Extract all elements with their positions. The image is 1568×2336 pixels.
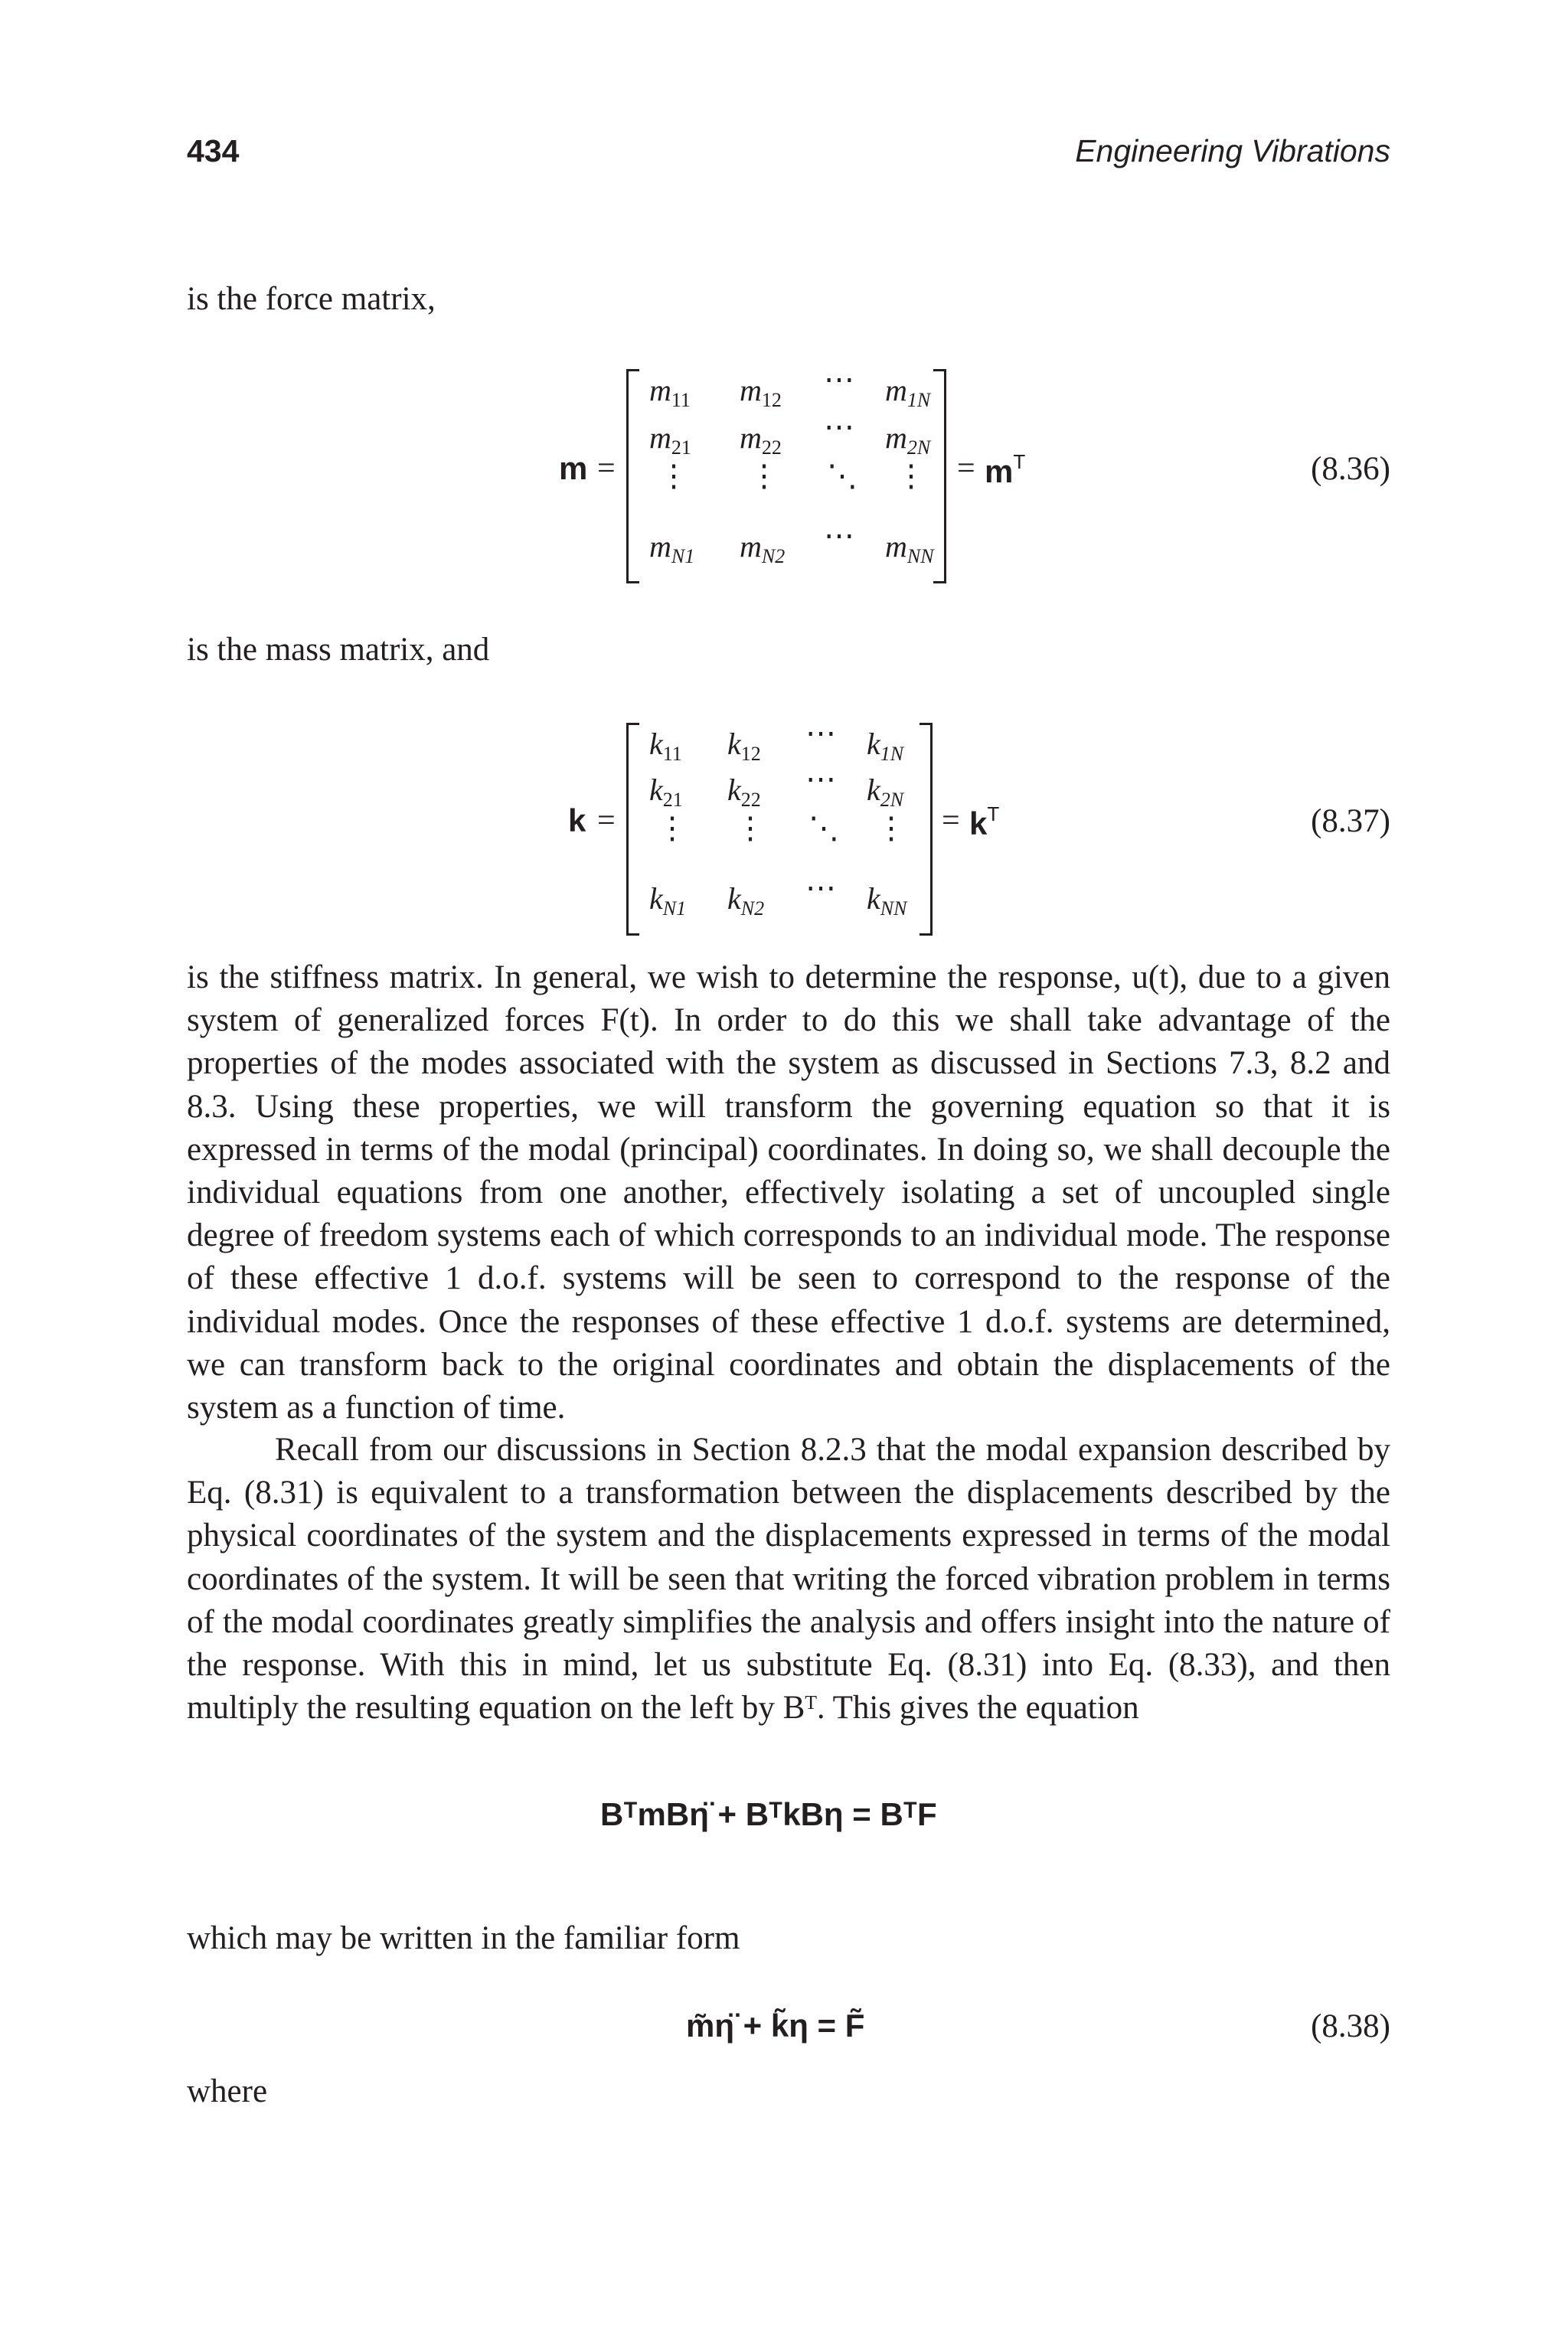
vdots: ⋮ [658,459,689,493]
matrix-cell: $m_{11}$ [649,373,691,411]
mass-matrix-line: is the mass matrix, and [187,632,490,668]
matrix-cell: $m_{N1}$ [649,529,695,567]
running-title: Engineering Vibrations [1075,133,1390,168]
page-number: 434 [187,133,240,168]
matrix-cell: $k_{N1}$ [649,881,687,920]
hdots: ⋯ [824,362,854,397]
hdots: ⋯ [805,716,836,750]
left-bracket [626,369,639,583]
matrix-cell: $k_{11}$ [649,727,682,765]
mass-matrix [626,362,946,579]
matrix-cell: $m_{12}$ [740,373,782,411]
matrix-cell: $k_{2N}$ [867,773,904,811]
hdots: ⋯ [805,871,836,905]
vdots: ⋮ [735,811,766,845]
matrix-cell: $k_{N2}$ [727,881,765,920]
eq836-equals-left: = [597,451,616,486]
where-line: where [187,2073,268,2109]
eq836-rhs: $m^T$ [985,450,1026,489]
left-bracket [626,723,639,936]
equation-8-38: m̃η̈ + k̃η = F̃ [686,2008,865,2044]
hdots: ⋯ [824,518,854,553]
familiar-form-line: which may be written in the familiar form [187,1920,740,1956]
hdots: ⋯ [824,410,854,444]
equation-number: (8.37) [1311,803,1390,839]
matrix-cell: $k_{NN}$ [867,881,907,920]
equation-number: (8.38) [1311,2008,1390,2044]
matrix-cell: $m_{22}$ [740,420,782,459]
matrix-cell: $m_{2N}$ [885,420,931,459]
force-matrix-line: is the force matrix, [187,281,436,317]
right-bracket [920,723,933,936]
paragraph-1: is the stiffness matrix. In general, we wish to determine the response, u(t), due to a given system of generalized forces F(t). In order to do this we shall take advantage of the properties of the modes associated with the system as discussed in Sections 7.3, 8.2 and 8.3. Using these properties, we will transform the governing equation so that it is expressed in terms of the modal (principal) coordinates. In doing so, we shall decouple the individual equations from one another, effectively isolating a set of uncoupled single degree of freedom systems each of which corresponds to an individual mode. The response of these effective 1 d.o.f. systems will be seen to correspond to the response of the individual modes. Once the responses of these effective 1 d.o.f. systems are determined, we can transform back to the original coordinates and obtain the displacements of the system as a function of time. [187,959,1390,1426]
matrix-cell: $k_{1N}$ [867,727,904,765]
eq836-lhs: m [559,450,588,486]
matrix-cell: $m_{NN}$ [885,529,934,567]
matrix-cell: $m_{N2}$ [740,529,786,567]
eq837-rhs: $k^T$ [969,802,1000,841]
vdots: ⋮ [749,459,779,493]
matrix-cell: $k_{12}$ [727,727,761,765]
hdots: ⋯ [805,762,836,796]
right-bracket [933,369,946,583]
eq837-equals-right: = [942,803,960,838]
matrix-cell: $k_{22}$ [727,773,761,811]
matrix-cell: $k_{21}$ [649,773,683,811]
eq837-lhs: k [568,802,586,838]
matrix-cell: $m_{21}$ [649,420,691,459]
vdots: ⋮ [657,811,688,845]
equation-unnumbered: BᵀmBη̈ + BᵀkBη = BᵀF [600,1796,937,1832]
eq837-equals-left: = [597,803,616,838]
vdots: ⋮ [896,459,926,493]
stiffness-matrix [626,716,933,931]
matrix-cell: $m_{1N}$ [885,373,931,411]
paragraph-2: Recall from our discussions in Section 8.2.3 that the modal expansion described by Eq. (8.31) is equivalent to a transformation between the displacements described by the physical coordinates of the system and the displacements expressed in terms of the modal coordinates of the system. It will be seen that writing the forced vibration problem in terms of the modal coordinates greatly simplifies the analysis and offers insight into the nature of the response. With this in mind, let us substitute Eq. (8.31) into Eq. (8.33), and then multiply the resulting equation on the left by Bᵀ. This gives the equation [187,1432,1390,1727]
equation-number: (8.36) [1311,451,1390,487]
vdots: ⋮ [876,811,906,845]
ddots: ⋱ [808,811,839,845]
eq836-equals-right: = [957,451,975,486]
ddots: ⋱ [827,459,858,493]
